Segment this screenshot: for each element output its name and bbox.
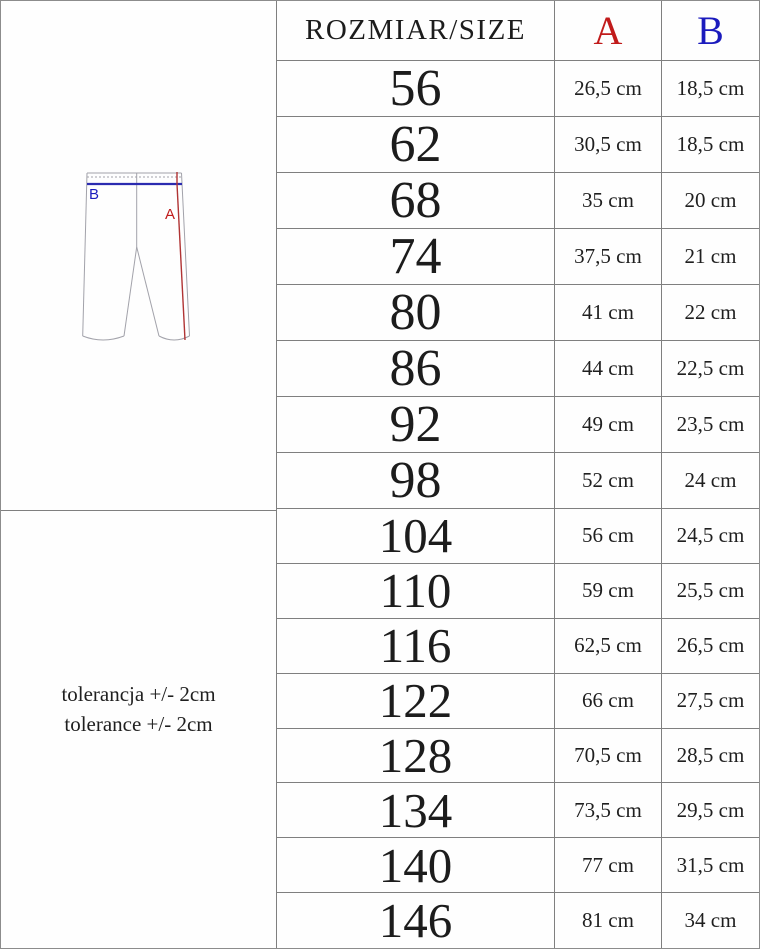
cell-size: 134 bbox=[277, 783, 555, 837]
cell-size: 146 bbox=[277, 893, 555, 948]
size-table bbox=[276, 1, 759, 948]
tolerance-line-pl: tolerancja +/- 2cm bbox=[61, 682, 216, 706]
cell-size: 104 bbox=[277, 509, 555, 563]
cell-measure-b: 21 cm bbox=[684, 244, 737, 268]
cell-measure-b: 23,5 cm bbox=[676, 412, 745, 436]
section-divider bbox=[1, 510, 276, 511]
cell-size: 74 bbox=[277, 229, 555, 284]
table-row bbox=[277, 893, 759, 948]
cell-measure-a: 66 cm bbox=[555, 674, 662, 728]
cell-measure-b: 26,5 cm bbox=[676, 633, 745, 658]
cell-measure-b: 34 cm bbox=[684, 908, 737, 933]
cell-size: 122 bbox=[277, 674, 555, 728]
diagram-label-b: B bbox=[88, 186, 100, 203]
cell-size: 80 bbox=[277, 285, 555, 340]
left-inner-edge bbox=[124, 247, 137, 336]
table-row bbox=[277, 453, 759, 509]
table-row bbox=[277, 729, 759, 784]
cell-measure-b: 29,5 cm bbox=[676, 797, 745, 822]
cell-measure-b: 18,5 cm bbox=[676, 76, 745, 100]
cell-measure-a: 49 cm bbox=[555, 397, 662, 452]
cell-size: 140 bbox=[277, 838, 555, 892]
table-row bbox=[277, 397, 759, 453]
cell-measure-b: 31,5 cm bbox=[676, 852, 745, 877]
cell-measure-b: 24 cm bbox=[684, 468, 737, 492]
left-leg-hem bbox=[83, 336, 124, 340]
cell-measure-b: 27,5 cm bbox=[676, 688, 745, 713]
cell-size: 86 bbox=[277, 341, 555, 396]
table-row bbox=[277, 509, 759, 564]
cell-measure-b: 22,5 cm bbox=[676, 356, 745, 380]
table-body bbox=[277, 61, 759, 948]
cell-size: 68 bbox=[277, 173, 555, 228]
cell-size: 110 bbox=[277, 564, 555, 618]
tolerance-line-en: tolerance +/- 2cm bbox=[64, 712, 213, 736]
cell-measure-a: 44 cm bbox=[555, 341, 662, 396]
cell-measure-a: 62,5 cm bbox=[555, 619, 662, 673]
left-outer-edge bbox=[83, 173, 87, 336]
cell-measure-b: 18,5 cm bbox=[676, 132, 745, 156]
cell-size: 92 bbox=[277, 397, 555, 452]
cell-measure-b: 20 cm bbox=[684, 188, 737, 212]
cell-measure-a: 81 cm bbox=[555, 893, 662, 948]
cell-measure-a: 52 cm bbox=[555, 453, 662, 508]
cell-measure-a: 35 cm bbox=[555, 173, 662, 228]
cell-size: 98 bbox=[277, 453, 555, 508]
header-column-b: B bbox=[697, 7, 724, 53]
cell-measure-b: 24,5 cm bbox=[676, 523, 745, 548]
right-inner-edge bbox=[137, 247, 159, 336]
table-row bbox=[277, 229, 759, 285]
cell-size: 62 bbox=[277, 117, 555, 172]
right-outer-edge bbox=[182, 173, 190, 336]
table-row bbox=[277, 564, 759, 619]
pants-diagram bbox=[41, 151, 211, 361]
table-row bbox=[277, 285, 759, 341]
cell-measure-b: 22 cm bbox=[684, 300, 737, 324]
header-size-label: ROZMIAR/SIZE bbox=[277, 1, 555, 60]
cell-measure-b: 25,5 cm bbox=[676, 578, 745, 603]
tolerance-note bbox=[1, 679, 276, 739]
table-row bbox=[277, 173, 759, 229]
table-row bbox=[277, 61, 759, 117]
cell-measure-a: 70,5 cm bbox=[555, 729, 662, 783]
table-row bbox=[277, 674, 759, 729]
cell-measure-a: 73,5 cm bbox=[555, 783, 662, 837]
cell-size: 128 bbox=[277, 729, 555, 783]
table-row bbox=[277, 838, 759, 893]
cell-measure-a: 30,5 cm bbox=[555, 117, 662, 172]
header-column-a: A bbox=[555, 1, 662, 60]
measure-line-a bbox=[177, 184, 185, 340]
cell-measure-a: 56 cm bbox=[555, 509, 662, 563]
diagram-label-a: A bbox=[164, 206, 176, 223]
left-panel bbox=[1, 1, 276, 948]
cell-measure-a: 26,5 cm bbox=[555, 61, 662, 116]
table-row bbox=[277, 341, 759, 397]
cell-measure-a: 41 cm bbox=[555, 285, 662, 340]
cell-measure-a: 77 cm bbox=[555, 838, 662, 892]
table-row bbox=[277, 783, 759, 838]
table-row bbox=[277, 117, 759, 173]
cell-size: 56 bbox=[277, 61, 555, 116]
cell-size: 116 bbox=[277, 619, 555, 673]
cell-measure-b: 28,5 cm bbox=[676, 742, 745, 767]
table-header-row bbox=[277, 1, 759, 61]
table-row bbox=[277, 619, 759, 674]
cell-measure-a: 37,5 cm bbox=[555, 229, 662, 284]
cell-measure-a: 59 cm bbox=[555, 564, 662, 618]
